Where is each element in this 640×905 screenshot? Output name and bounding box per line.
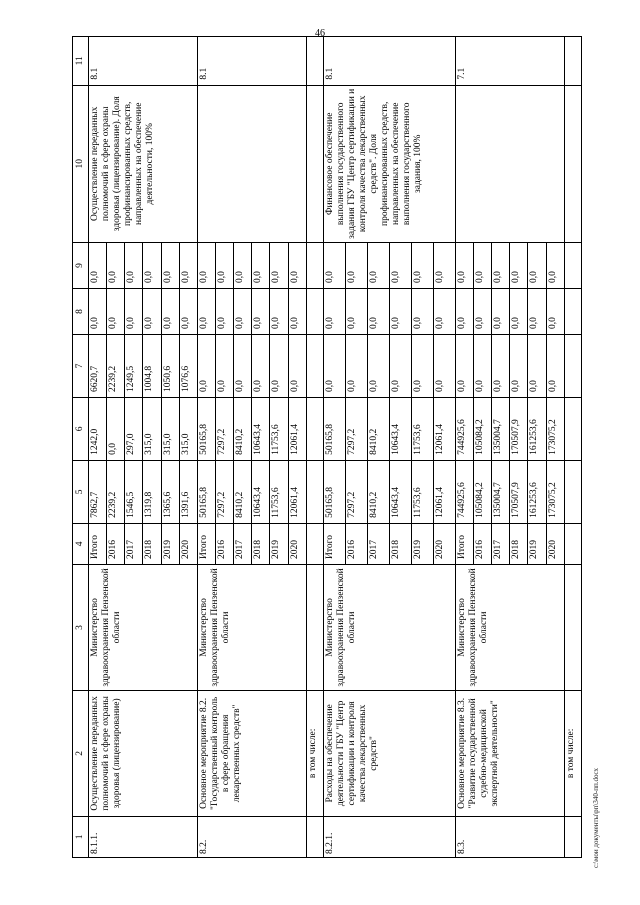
- cell-value: 0,0: [510, 334, 528, 397]
- cell-value: 0,0: [345, 334, 367, 397]
- cell-value: 0,0: [411, 288, 433, 334]
- col-6: 6: [73, 397, 89, 460]
- cell-period: 2020: [179, 523, 197, 564]
- cell-value: 315,0: [161, 397, 179, 460]
- cell-value: 50165,8: [197, 397, 215, 460]
- cell-value: 0,0: [367, 288, 389, 334]
- cell-value: 0,0: [125, 242, 143, 288]
- cell-period: 2019: [161, 523, 179, 564]
- table-row: [197, 37, 215, 858]
- cell-executor: Министерство здравоохранения Пензенской области: [197, 565, 306, 691]
- cell-value: 135004,7: [492, 460, 510, 523]
- cell-period: 2018: [389, 523, 411, 564]
- cell-value: 1242,0: [89, 397, 107, 460]
- empty-cell: [306, 334, 323, 397]
- cell-period: Итого: [89, 523, 107, 564]
- cell-value: 0,0: [323, 334, 345, 397]
- col-9: 9: [73, 242, 89, 288]
- cell-value: 0,0: [389, 242, 411, 288]
- cell-value: 173075,2: [546, 460, 564, 523]
- cell-value: 0,0: [433, 334, 455, 397]
- cell-value: 0,0: [215, 242, 233, 288]
- empty-cell: [565, 397, 582, 460]
- empty-cell: [565, 460, 582, 523]
- empty-cell: [565, 816, 582, 857]
- cell-value: 0,0: [492, 242, 510, 288]
- cell-value: 0,0: [492, 288, 510, 334]
- cell-value: 0,0: [89, 242, 107, 288]
- cell-value: 0,0: [161, 242, 179, 288]
- col-10: 10: [73, 85, 89, 242]
- cell-value: 12061,4: [288, 460, 306, 523]
- cell-value: 0,0: [389, 334, 411, 397]
- cell-period: Итого: [197, 523, 215, 564]
- col-4: 4: [73, 523, 89, 564]
- cell-value: 11753,6: [411, 460, 433, 523]
- cell-value: 0,0: [367, 242, 389, 288]
- cell-indicator: Осуществление переданных полномочий в сфере охраны здоровья (лицензирование). Доля профинансированных средств, направленных на обеспечение деятельности, 100%: [89, 85, 198, 242]
- empty-cell: [565, 85, 582, 242]
- cell-indicator: [197, 85, 306, 242]
- col-8: 8: [73, 288, 89, 334]
- cell-value: 1249,5: [125, 334, 143, 397]
- cell-period: 2016: [107, 523, 125, 564]
- cell-value: 8410,2: [234, 460, 252, 523]
- cell-value: 0,0: [288, 334, 306, 397]
- cell-code: 7.1: [455, 37, 564, 86]
- cell-value: 0,0: [270, 334, 288, 397]
- cell-value: 297,0: [125, 397, 143, 460]
- cell-value: 173075,2: [546, 397, 564, 460]
- cell-value: 12061,4: [288, 397, 306, 460]
- cell-value: 8410,2: [367, 460, 389, 523]
- cell-value: 7297,2: [345, 397, 367, 460]
- cell-value: 0,0: [161, 288, 179, 334]
- cell-value: 0,0: [389, 288, 411, 334]
- cell-value: 7297,2: [215, 397, 233, 460]
- cell-period: 2020: [546, 523, 564, 564]
- empty-cell: [306, 816, 323, 857]
- cell-value: 0,0: [215, 334, 233, 397]
- cell-value: 0,0: [411, 334, 433, 397]
- cell-value: 10643,4: [252, 460, 270, 523]
- cell-value: 0,0: [433, 242, 455, 288]
- cell-value: 0,0: [528, 242, 546, 288]
- table-body: [89, 37, 582, 858]
- cell-value: 0,0: [270, 242, 288, 288]
- empty-cell: [565, 523, 582, 564]
- empty-cell: [306, 523, 323, 564]
- cell-period: 2017: [125, 523, 143, 564]
- empty-cell: [565, 242, 582, 288]
- cell-value: 1050,6: [161, 334, 179, 397]
- empty-cell: [306, 565, 323, 691]
- cell-name: Основное мероприятие 8.2. "Государственный контроль в сфере обращения лекарственных средств": [197, 690, 306, 816]
- cell-value: 1546,5: [125, 460, 143, 523]
- cell-value: 161253,6: [528, 460, 546, 523]
- cell-value: 0,0: [107, 397, 125, 460]
- cell-period: 2018: [143, 523, 161, 564]
- table-row: [89, 37, 107, 858]
- cell-value: 744925,6: [455, 460, 473, 523]
- cell-name: Осуществление переданных полномочий в сфере охраны здоровья (лицензирование): [89, 690, 198, 816]
- cell-name: Расходы на обеспечение деятельности ГБУ "Центр сертификации и контроля качества лекарственных средств": [323, 690, 455, 816]
- col-5: 5: [73, 460, 89, 523]
- cell-value: 0,0: [89, 288, 107, 334]
- cell-value: 7862,7: [89, 460, 107, 523]
- empty-cell: [306, 397, 323, 460]
- cell-value: 0,0: [234, 334, 252, 397]
- cell-period: 2020: [288, 523, 306, 564]
- cell-value: 0,0: [107, 288, 125, 334]
- cell-value: 0,0: [197, 288, 215, 334]
- cell-value: 0,0: [270, 288, 288, 334]
- cell-value: 0,0: [546, 288, 564, 334]
- cell-value: 7297,2: [345, 460, 367, 523]
- cell-value: 0,0: [215, 288, 233, 334]
- cell-num: 8.3.: [455, 816, 564, 857]
- cell-value: 11753,6: [270, 460, 288, 523]
- cell-value: 0,0: [474, 334, 492, 397]
- cell-period: 2018: [510, 523, 528, 564]
- cell-value: 161253,6: [528, 397, 546, 460]
- cell-period: 2016: [345, 523, 367, 564]
- cell-value: 0,0: [143, 242, 161, 288]
- cell-value: 0,0: [323, 288, 345, 334]
- cell-value: 0,0: [455, 288, 473, 334]
- file-path-footer: c:\мои документы\рп\340-пп.docx: [592, 767, 600, 868]
- col-7: 7: [73, 334, 89, 397]
- cell-value: 0,0: [546, 242, 564, 288]
- cell-period: 2018: [252, 523, 270, 564]
- cell-value: 50165,8: [323, 397, 345, 460]
- cell-num: 8.1.1.: [89, 816, 198, 857]
- cell-name: Основное мероприятие 8.3. "Развитие государственной судебно-медицинской экспертной деятельности": [455, 690, 564, 816]
- cell-value: 0,0: [528, 334, 546, 397]
- cell-value: 0,0: [234, 242, 252, 288]
- cell-value: 1004,8: [143, 334, 161, 397]
- cell-value: 0,0: [288, 242, 306, 288]
- cell-value: 6620,7: [89, 334, 107, 397]
- cell-value: 0,0: [143, 288, 161, 334]
- cell-value: 0,0: [179, 242, 197, 288]
- cell-value: 50165,8: [323, 460, 345, 523]
- cell-value: 11753,6: [411, 397, 433, 460]
- empty-cell: [306, 288, 323, 334]
- cell-value: 0,0: [345, 288, 367, 334]
- cell-value: 7297,2: [215, 460, 233, 523]
- cell-period: Итого: [323, 523, 345, 564]
- cell-executor: Министерство здравоохранения Пензенской области: [89, 565, 198, 691]
- cell-value: 0,0: [546, 334, 564, 397]
- empty-cell: [306, 242, 323, 288]
- cell-period: Итого: [455, 523, 473, 564]
- empty-cell: [565, 334, 582, 397]
- cell-executor: Министерство здравоохранения Пензенской области: [455, 565, 564, 691]
- cell-value: 0,0: [252, 242, 270, 288]
- cell-value: 170507,9: [510, 397, 528, 460]
- cell-value: 744925,6: [455, 397, 473, 460]
- cell-value: 1076,6: [179, 334, 197, 397]
- empty-cell: [565, 565, 582, 691]
- cell-period: 2020: [433, 523, 455, 564]
- cell-period: 2017: [367, 523, 389, 564]
- cell-value: 0,0: [125, 288, 143, 334]
- table-row: [323, 37, 345, 858]
- cell-value: 170507,9: [510, 460, 528, 523]
- cell-value: 0,0: [510, 288, 528, 334]
- cell-value: 12061,4: [433, 460, 455, 523]
- empty-cell: [306, 37, 323, 86]
- in-that-number-label: в том числе:: [306, 690, 323, 816]
- col-11: 11: [73, 37, 89, 86]
- cell-value: 0,0: [474, 288, 492, 334]
- cell-code: 8.1: [89, 37, 198, 86]
- cell-indicator: [455, 85, 564, 242]
- rotated-table-wrapper: [72, 36, 582, 858]
- cell-value: 0,0: [234, 288, 252, 334]
- cell-value: 0,0: [179, 288, 197, 334]
- cell-value: 0,0: [474, 242, 492, 288]
- cell-period: 2017: [234, 523, 252, 564]
- empty-cell: [565, 37, 582, 86]
- budget-table: [72, 36, 582, 858]
- cell-code: 8.1: [323, 37, 455, 86]
- subtotal-row: [306, 37, 323, 858]
- cell-value: 0,0: [197, 242, 215, 288]
- cell-indicator: Финансовое обеспечение выполнения государственного задания ГБУ "Центр сертификации и контроля качества лекарственных средств". Доля профинансированных средств, направленных на обеспечение выполнения государственного задания, 100%: [323, 85, 455, 242]
- cell-value: 105084,2: [474, 397, 492, 460]
- cell-value: 0,0: [345, 242, 367, 288]
- cell-value: 10643,4: [389, 397, 411, 460]
- cell-value: 0,0: [107, 242, 125, 288]
- cell-value: 0,0: [455, 334, 473, 397]
- cell-value: 315,0: [179, 397, 197, 460]
- cell-value: 2239,2: [107, 334, 125, 397]
- cell-value: 0,0: [510, 242, 528, 288]
- cell-value: 0,0: [197, 334, 215, 397]
- cell-value: 315,0: [143, 397, 161, 460]
- cell-value: 0,0: [252, 334, 270, 397]
- cell-value: 135004,7: [492, 397, 510, 460]
- cell-value: 0,0: [252, 288, 270, 334]
- cell-value: 8410,2: [234, 397, 252, 460]
- cell-period: 2016: [215, 523, 233, 564]
- cell-value: 10643,4: [389, 460, 411, 523]
- cell-period: 2019: [270, 523, 288, 564]
- cell-value: 0,0: [367, 334, 389, 397]
- cell-value: 2239,2: [107, 460, 125, 523]
- cell-value: 0,0: [288, 288, 306, 334]
- cell-value: 8410,2: [367, 397, 389, 460]
- in-that-number-label: в том числе:: [565, 690, 582, 816]
- cell-value: 0,0: [433, 288, 455, 334]
- table-row: [455, 37, 473, 858]
- cell-value: 0,0: [411, 242, 433, 288]
- cell-executor: Министерство здравоохранения Пензенской области: [323, 565, 455, 691]
- page-number: 46: [315, 28, 325, 39]
- cell-period: 2019: [528, 523, 546, 564]
- subtotal-row: [565, 37, 582, 858]
- col-3: 3: [73, 565, 89, 691]
- cell-value: 0,0: [528, 288, 546, 334]
- cell-period: 2019: [411, 523, 433, 564]
- empty-cell: [565, 288, 582, 334]
- col-2: 2: [73, 690, 89, 816]
- cell-value: 10643,4: [252, 397, 270, 460]
- cell-value: 50165,8: [197, 460, 215, 523]
- cell-value: 105084,2: [474, 460, 492, 523]
- cell-value: 0,0: [455, 242, 473, 288]
- cell-period: 2017: [492, 523, 510, 564]
- empty-cell: [306, 85, 323, 242]
- empty-cell: [306, 460, 323, 523]
- cell-value: 1365,6: [161, 460, 179, 523]
- cell-value: 0,0: [492, 334, 510, 397]
- cell-value: 11753,6: [270, 397, 288, 460]
- cell-period: 2016: [474, 523, 492, 564]
- col-1: 1: [73, 816, 89, 857]
- cell-value: 1391,6: [179, 460, 197, 523]
- cell-num: 8.2.1.: [323, 816, 455, 857]
- cell-code: 8.1: [197, 37, 306, 86]
- cell-num: 8.2.: [197, 816, 306, 857]
- cell-value: 1319,8: [143, 460, 161, 523]
- cell-value: 0,0: [323, 242, 345, 288]
- column-number-row: [73, 37, 89, 858]
- cell-value: 12061,4: [433, 397, 455, 460]
